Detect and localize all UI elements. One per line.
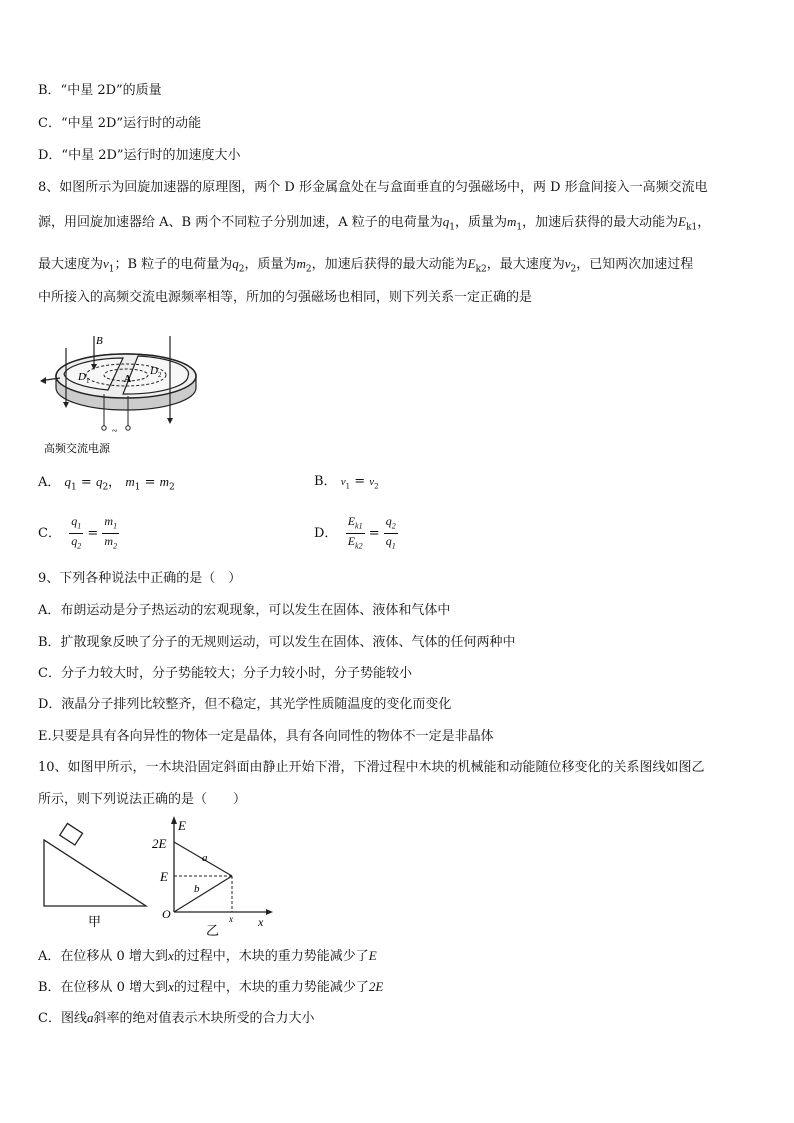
x-axis-label: x — [258, 915, 264, 929]
q8-stem-line1: 8、如图所示为回旋加速器的原理图，两个 D 形金属盒处在与盒面垂直的匀强磁场中，两 D 形盒间接入一高频交流电 — [38, 180, 708, 195]
particle-a-label: A — [124, 374, 132, 385]
d2-sub-label: 2 — [158, 371, 162, 379]
q8-option-c: C． $\frac{q_1}{q_2}$ = $\frac{m_1}{m_2}$ — [38, 514, 118, 551]
e-tick-label: E — [160, 869, 168, 884]
q9-option-a: A．布朗运动是分子热运动的宏观现象，可以发生在固体、液体和气体中 — [38, 603, 451, 618]
ac-source-caption: 高频交流电源 — [44, 443, 110, 455]
q10-option-b: B．在位移从 0 增大到x的过程中，木块的重力势能减少了2E — [38, 979, 384, 995]
incline-figure — [40, 818, 152, 930]
two-e-tick-label: 2E — [152, 836, 167, 851]
y-axis-label: E — [178, 818, 186, 833]
cyclotron-figure — [38, 328, 198, 460]
line-a-label: a — [202, 852, 208, 864]
line-b-label: b — [194, 883, 200, 895]
figure-yi-label: 乙 — [206, 923, 220, 938]
q9-option-d: D．液晶分子排列比较整齐，但不稳定，其光学性质随温度的变化而变化 — [38, 697, 452, 712]
q7-option-c: C．“中星 2D”运行时的动能 — [38, 116, 202, 131]
d1-label: D — [78, 371, 86, 383]
q9-stem: 9、下列各种说法中正确的是（ ） — [38, 571, 242, 586]
q7-option-b: B．“中星 2D”的质量 — [38, 83, 162, 98]
q10-option-c: C．图线a斜率的绝对值表示木块所受的合力大小 — [38, 1010, 315, 1026]
q10-stem-line2: 所示，则下列说法正确的是（ ） — [38, 792, 247, 807]
q8-stem-line4: 中所接入的高频交流电源频率相等，所加的匀强磁场也相同，则下列关系一定正确的是 — [38, 290, 533, 305]
ac-tilde-label: ~ — [112, 426, 118, 437]
q8-stem-line3: 最大速度为$v_1$；B 粒子的电荷量为$q_2$，质量为$m_2$，加速后获得的最大动能为$E_{k2}$，最大速度为$v_2$，已知两次加速过程 — [38, 256, 694, 275]
field-b-label: B — [96, 335, 103, 347]
energy-graph — [150, 814, 274, 938]
q9-option-e: E.只要是具有各向异性的物体一定是晶体，具有各向同性的物体不一定是非晶体 — [38, 729, 494, 744]
q8-option-d: D． $\frac{E_{k1}}{E_{k2}}$ = $\frac{q_2}{q_1}$ — [314, 514, 396, 551]
q10-option-a: A．在位移从 0 增大到x的过程中，木块的重力势能减少了E — [38, 948, 377, 964]
q9-option-b: B．扩散现象反映了分子的无规则运动，可以发生在固体、液体、气体的任何两种中 — [38, 635, 516, 650]
d2-label: D — [150, 365, 158, 377]
q10-stem-line1: 10、如图甲所示，一木块沿固定斜面由静止开始下滑，下滑过程中木块的机械能和动能随位移变化的关系图线如图乙 — [38, 760, 705, 775]
q9-option-c: C．分子力较大时，分子势能较大；分子力较小时，分子势能较小 — [38, 666, 412, 681]
d1-sub-label: 1 — [86, 377, 90, 385]
q7-option-d: D．“中星 2D”运行时的加速度大小 — [38, 148, 241, 163]
q8-option-b: B． $v_1 = v_2$ — [314, 474, 379, 491]
origin-label: O — [162, 907, 171, 921]
x-tick-label: x — [229, 914, 233, 924]
q8-option-a: A． $q_1 = q_2$， $m_1 = m_2$ — [38, 474, 175, 493]
q8-stem-line2: 源，用回旋加速器给 A、B 两个不同粒子分别加速，A 粒子的电荷量为$q_1$，质量为$m_1$，加速后获得的最大动能为$E_{k1}$， — [38, 214, 711, 233]
figure-jia-label: 甲 — [88, 914, 102, 929]
